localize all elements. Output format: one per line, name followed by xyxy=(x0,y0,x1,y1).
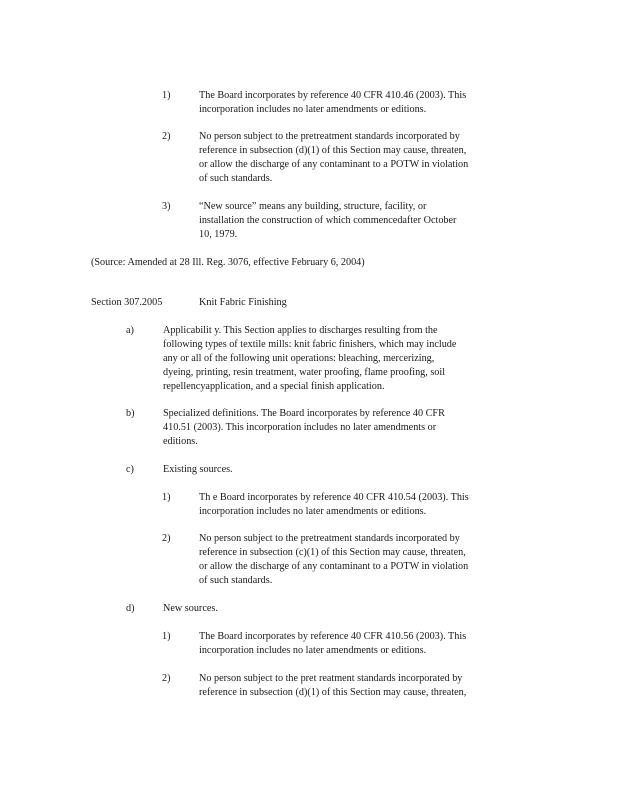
subsection-label: a) xyxy=(126,325,134,336)
subsection-label: b) xyxy=(126,408,135,419)
subsection-label: d) xyxy=(126,603,135,614)
item-number: 2) xyxy=(162,533,171,544)
item-text: No person subject to the pret reatment standards incorporated by reference in subsection (d)(1) of this Section may cause, threaten, xyxy=(199,673,467,698)
item-number: 3) xyxy=(162,201,171,212)
section-title: Knit Fabric Finishing xyxy=(199,297,287,308)
subsection-heading: Existing sources. xyxy=(163,464,233,475)
item-text: Th e Board incorporates by reference 40 CFR 410.54 (2003). This incorporation includes no later amendments or editions. xyxy=(199,492,469,517)
item-text: The Board incorporates by reference 40 CFR 410.46 (2003). This incorporation includes no later amendments or editions. xyxy=(199,90,467,115)
item-number: 1) xyxy=(162,90,171,101)
item-number: 1) xyxy=(162,492,171,503)
item-text: “New source” means any building, structure, facility, or installation the construction of which commencedafter October 10, 1979. xyxy=(199,201,457,240)
item-text: No person subject to the pretreatment standards incorporated by reference in subsection (c)(1) of this Section may cause, threaten, or allow the discharge of any contaminant to a POTW in violation of such standards. xyxy=(199,533,469,586)
subsection-text: Specialized definitions. The Board incorporates by reference 40 CFR 410.51 (2003). This incorporation includes no later amendments or editions. xyxy=(163,408,445,447)
item-number: 2) xyxy=(162,673,171,684)
subsection-heading: New sources. xyxy=(163,603,218,614)
subsection-label: c) xyxy=(126,464,134,475)
item-number: 2) xyxy=(162,131,171,142)
section-number: Section 307.2005 xyxy=(91,297,163,308)
source-note: (Source: Amended at 28 Ill. Reg. 3076, effective February 6, 2004) xyxy=(91,257,365,268)
item-number: 1) xyxy=(162,631,171,642)
item-text: The Board incorporates by reference 40 CFR 410.56 (2003). This incorporation includes no later amendments or editions. xyxy=(199,631,467,656)
subsection-text: Applicabilit y. This Section applies to discharges resulting from the following types of textile mills: knit fabric finishers, which may include any or all of the following unit operations: bleaching, mercerizing, dyeing, printing, resin treatment, water proofing, flame proofing, soil repellencyapplication, and a special finish application. xyxy=(163,325,457,392)
item-text: No person subject to the pretreatment standards incorporated by reference in subsection (d)(1) of this Section may cause, threaten, or allow the discharge of any contaminant to a POTW in violation of such standards. xyxy=(199,131,469,184)
